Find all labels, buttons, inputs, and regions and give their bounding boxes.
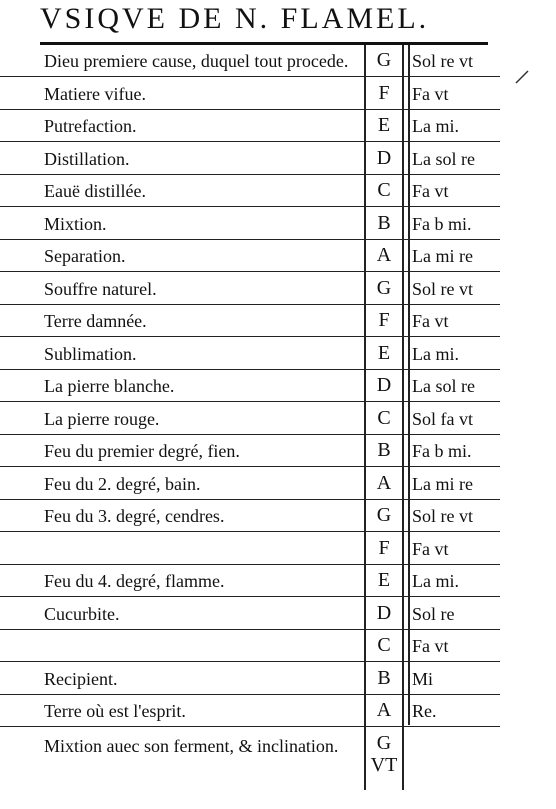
row-solmization: La mi. [412, 116, 459, 136]
row-solmization: Re. [412, 701, 437, 721]
row-solmization: Fa vt [412, 181, 449, 201]
table-row [0, 630, 500, 662]
table-row [0, 370, 500, 402]
table-row [0, 435, 500, 467]
table-row [0, 468, 500, 500]
table-row [0, 305, 500, 337]
table-row [0, 598, 500, 630]
row-term: La pierre rouge. [44, 408, 160, 429]
row-term: Dieu premiere cause, duquel tout procede. [44, 51, 349, 71]
row-term: Mixtion auec son ferment, & inclination. [44, 735, 339, 756]
row-term: Mixtion. [44, 213, 107, 234]
row-solmization: La mi. [412, 571, 459, 591]
row-solmization: Sol re vt [412, 506, 473, 526]
row-term: Feu du premier degré, fien. [44, 441, 240, 461]
row-letter-part: G [376, 731, 392, 754]
row-term: Terre damnée. [44, 311, 147, 331]
row-letter: C [377, 179, 391, 201]
row-solmization: Fa vt [412, 311, 449, 331]
table-row [0, 728, 500, 790]
table-row [0, 208, 500, 240]
table-row [0, 403, 500, 435]
row-term: Feu du 2. degré, bain. [44, 473, 201, 494]
row-solmization: Fa b mi. [412, 213, 472, 234]
row-letter: F [378, 309, 390, 331]
row-term: Sublimation. [44, 343, 137, 364]
row-term: Distillation. [44, 148, 130, 169]
table-row [0, 565, 500, 597]
row-letter: B [377, 666, 391, 689]
table-row [0, 663, 500, 695]
table-row [0, 273, 500, 305]
row-solmization: La mi re [412, 246, 473, 266]
row-letter: E [377, 341, 391, 364]
table-row [0, 143, 500, 175]
row-letter: D [376, 146, 392, 169]
row-letter: C [377, 634, 391, 656]
row-term: La pierre blanche. [44, 376, 175, 396]
table-row [0, 45, 500, 77]
row-solmization: Sol fa vt [412, 408, 473, 429]
table-row [0, 110, 500, 142]
row-letter-part: VT [370, 753, 398, 776]
row-solmization: Sol re [412, 603, 455, 624]
row-term: Recipient. [44, 668, 118, 689]
table-row [0, 338, 500, 370]
row-letter: E [377, 114, 391, 136]
row-letter [366, 732, 402, 776]
row-solmization: Fa vt [412, 636, 449, 656]
row-letter: D [376, 601, 392, 624]
row-letter: A [376, 699, 392, 721]
row-term: Souffre naturel. [44, 278, 157, 299]
row-solmization: Fa vt [412, 83, 449, 104]
row-letter: G [376, 276, 392, 299]
row-solmization: Sol re vt [412, 278, 473, 299]
table-row [0, 500, 500, 532]
row-letter: G [376, 49, 392, 71]
row-letter: F [378, 81, 390, 104]
row-letter: E [377, 569, 391, 591]
row-letter: D [376, 374, 392, 396]
row-letter: B [377, 211, 391, 234]
table-row [0, 695, 500, 727]
row-term: Separation. [44, 246, 126, 266]
row-term: Cucurbite. [44, 603, 120, 624]
table-row [0, 78, 500, 110]
row-letter: A [376, 471, 392, 494]
table-row [0, 175, 500, 207]
row-solmization: Fa b mi. [412, 441, 472, 461]
row-solmization: La sol re [412, 148, 475, 169]
row-solmization: La mi re [412, 473, 473, 494]
table-row [0, 533, 500, 565]
row-solmization: Sol re vt [412, 51, 473, 71]
row-letter: A [376, 244, 392, 266]
row-letter: C [377, 406, 391, 429]
row-term: Eauë distillée. [44, 181, 146, 201]
table-row [0, 240, 500, 272]
margin-mark [514, 70, 530, 84]
row-term: Feu du 3. degré, cendres. [44, 506, 225, 526]
row-term: Terre où est l'esprit. [44, 701, 186, 721]
row-letter: G [376, 504, 392, 526]
page-header: VSIQVE DE N. FLAMEL. [40, 2, 430, 35]
row-solmization: La sol re [412, 376, 475, 396]
row-term: Matiere vifue. [44, 83, 146, 104]
row-term: Feu du 4. degré, flamme. [44, 571, 225, 591]
row-solmization: La mi. [412, 343, 459, 364]
row-term: Putrefaction. [44, 116, 137, 136]
row-letter: F [378, 536, 390, 559]
row-solmization: Fa vt [412, 538, 449, 559]
row-solmization: Mi [412, 668, 434, 689]
row-letter: B [377, 439, 391, 461]
